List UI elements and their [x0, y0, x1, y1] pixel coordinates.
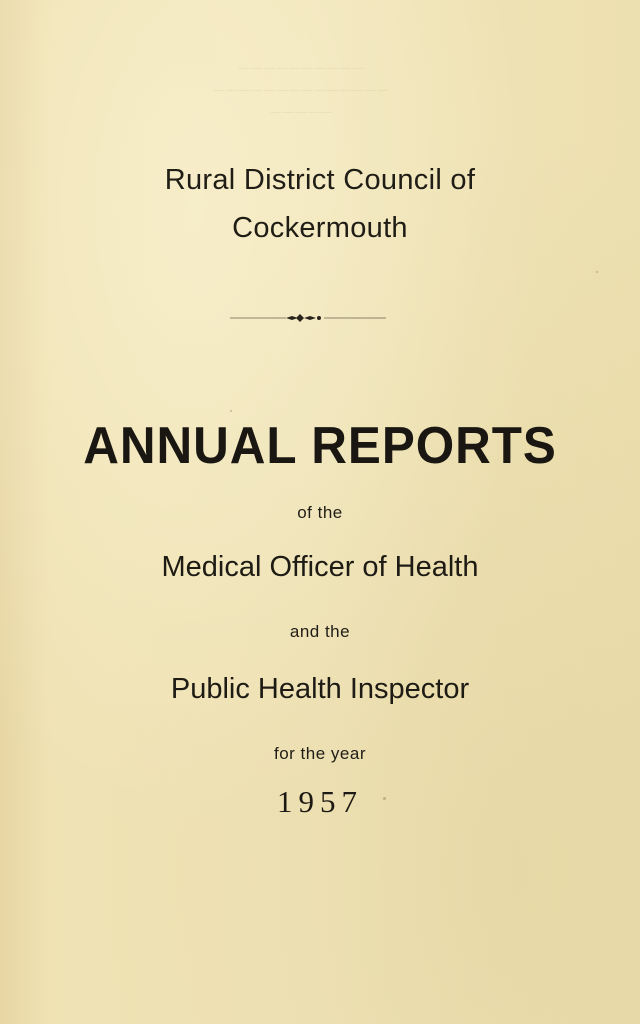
- paper-speck: [383, 797, 386, 800]
- subject-public-health-inspector: Public Health Inspector: [170, 673, 470, 705]
- bleed-through-text: ────────── ────────────── ─────: [211, 61, 389, 121]
- report-title: ANNUAL REPORTS: [83, 417, 557, 475]
- connector-of-the: of the: [297, 503, 343, 522]
- subject-medical-officer: Medical Officer of Health: [161, 551, 479, 583]
- report-year: 1957: [277, 784, 363, 819]
- connector-and-the: and the: [289, 622, 351, 641]
- council-name-line-2: Cockermouth: [232, 212, 408, 244]
- paper-speck: [230, 410, 232, 412]
- ornament-divider-icon: [228, 310, 388, 326]
- council-name-line-1: Rural District Council of: [164, 164, 476, 196]
- year-label: for the year: [274, 744, 366, 763]
- paper-speck: [596, 271, 598, 273]
